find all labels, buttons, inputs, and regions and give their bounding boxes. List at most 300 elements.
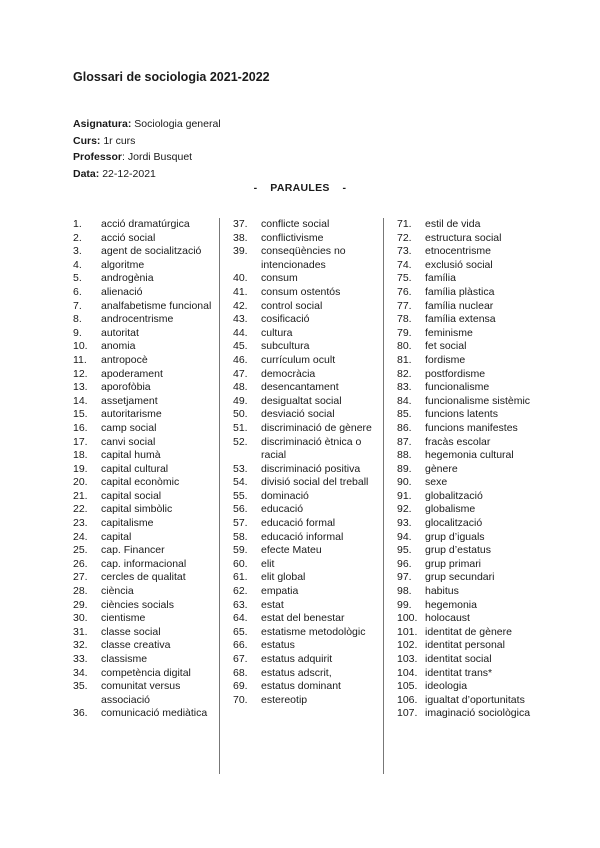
entry-term: estructura social <box>425 231 502 244</box>
glossary-entry <box>233 368 378 382</box>
entry-term: estil de vida <box>425 218 481 230</box>
glossary-entry <box>397 707 542 721</box>
glossary-entry <box>73 476 218 490</box>
entry-number: 93. <box>397 517 412 530</box>
glossary-entry <box>73 612 218 626</box>
entry-term: estatus dominant <box>261 680 341 693</box>
glossary-entry <box>233 490 378 504</box>
entry-number: 36. <box>73 707 88 720</box>
glossary-column-2 <box>233 218 378 707</box>
entry-term: família plàstica <box>425 285 495 298</box>
entry-term: estatisme metodològic <box>261 625 366 638</box>
entry-term: estat del benestar <box>261 612 345 625</box>
glossary-entry <box>397 422 542 436</box>
entry-term: funcions latents <box>425 408 498 421</box>
glossary-entry <box>233 599 378 613</box>
glossary-entry <box>73 232 218 246</box>
glossary-entry <box>233 408 378 422</box>
entry-number: 70. <box>233 693 248 706</box>
entry-term: hegemonia <box>425 598 477 611</box>
entry-number: 91. <box>397 489 412 502</box>
entry-term: cercles de qualitat <box>101 571 186 584</box>
entry-term: sexe <box>425 476 448 489</box>
entry-term: funcionalisme sistèmic <box>425 394 531 407</box>
entry-term: camp social <box>101 421 157 434</box>
entry-term: conseqüències no intencionades <box>261 245 346 271</box>
glossary-entry <box>397 327 542 341</box>
entry-number: 97. <box>397 571 412 584</box>
entry-term: cientisme <box>101 612 146 625</box>
glossary-entry <box>233 327 378 341</box>
entry-number: 39. <box>233 245 248 258</box>
entry-number: 44. <box>233 326 248 339</box>
meta-course <box>73 133 221 150</box>
entry-number: 92. <box>397 503 412 516</box>
glossary-entry <box>397 544 542 558</box>
entry-term: holocaust <box>425 612 470 625</box>
entry-term: aporofòbia <box>101 381 151 394</box>
entry-term: acció social <box>101 231 156 244</box>
entry-number: 22. <box>73 503 88 516</box>
entry-term: capitalisme <box>101 517 154 530</box>
entry-number: 98. <box>397 585 412 598</box>
entry-number: 24. <box>73 530 88 543</box>
meta-value: : Jordi Busquet <box>122 151 193 163</box>
entry-term: efecte Mateu <box>261 544 322 557</box>
entry-number: 106. <box>397 693 418 706</box>
entry-term: autoritat <box>101 326 139 339</box>
glossary-entry <box>233 653 378 667</box>
glossary-entry <box>73 531 218 545</box>
meta-date <box>73 166 221 183</box>
glossary-entry <box>73 286 218 300</box>
entry-term: conflicte social <box>261 218 330 230</box>
entry-term: conflictivisme <box>261 231 324 244</box>
meta-label: Professor <box>73 151 123 163</box>
entry-term: comunitat versus associació <box>101 680 181 706</box>
entry-term: capital social <box>101 489 162 502</box>
entry-number: 94. <box>397 530 412 543</box>
entry-number: 15. <box>73 408 88 421</box>
glossary-entry <box>233 463 378 477</box>
glossary-entry <box>233 626 378 640</box>
glossary-entry <box>73 707 218 721</box>
glossary-entry <box>397 531 542 545</box>
entry-term: educació informal <box>261 530 344 543</box>
glossary-entry <box>397 503 542 517</box>
entry-term: androcentrisme <box>101 313 174 326</box>
meta-label: Asignatura: <box>73 118 132 130</box>
entry-number: 32. <box>73 639 88 652</box>
entry-number: 55. <box>233 489 248 502</box>
entry-number: 40. <box>233 272 248 285</box>
glossary-entry <box>73 544 218 558</box>
glossary-entry <box>397 490 542 504</box>
entry-term: capital econòmic <box>101 476 180 489</box>
entry-term: comunicació mediàtica <box>101 707 208 720</box>
entry-term: ciències socials <box>101 598 174 611</box>
entry-number: 8. <box>73 313 82 326</box>
entry-number: 48. <box>233 381 248 394</box>
glossary-entry <box>397 218 542 232</box>
entry-number: 89. <box>397 462 412 475</box>
entry-number: 57. <box>233 517 248 530</box>
entry-number: 82. <box>397 367 412 380</box>
glossary-entry <box>397 599 542 613</box>
glossary-entry <box>73 626 218 640</box>
glossary-entry <box>73 449 218 463</box>
glossary-entry <box>73 503 218 517</box>
entry-number: 42. <box>233 299 248 312</box>
entry-term: estatus adquirit <box>261 653 333 665</box>
entry-number: 4. <box>73 258 82 271</box>
glossary-entry <box>73 436 218 450</box>
entry-term: educació formal <box>261 517 336 530</box>
entry-term: fordisme <box>425 353 466 366</box>
entry-number: 84. <box>397 394 412 407</box>
glossary-entry <box>397 354 542 368</box>
entry-number: 65. <box>233 625 248 638</box>
entry-term: cap. informacional <box>101 557 187 570</box>
entry-number: 50. <box>233 408 248 421</box>
entry-term: competència digital <box>101 666 191 679</box>
glossary-entry <box>233 245 378 272</box>
entry-term: analfabetisme funcional <box>101 299 212 312</box>
entry-term: cosificació <box>261 313 310 326</box>
entry-number: 95. <box>397 544 412 557</box>
entry-term: cap. Financer <box>101 544 165 557</box>
glossary-entry <box>73 368 218 382</box>
glossary-entry <box>397 639 542 653</box>
entry-term: identitat de gènere <box>425 625 512 638</box>
meta-label: Data: <box>73 167 100 180</box>
entry-number: 19. <box>73 462 88 475</box>
entry-term: agent de socialització <box>101 245 202 258</box>
entry-number: 102. <box>397 639 418 652</box>
entry-number: 99. <box>397 598 412 611</box>
glossary-entry <box>233 381 378 395</box>
entry-term: dominació <box>261 489 309 502</box>
entry-number: 103. <box>397 653 418 665</box>
entry-term: grup primari <box>425 557 482 570</box>
glossary-entry <box>397 300 542 314</box>
glossary-entry <box>397 395 542 409</box>
entry-term: globalització <box>425 489 483 502</box>
entry-number: 73. <box>397 245 412 258</box>
entry-number: 41. <box>233 285 248 298</box>
entry-term: desencantament <box>261 381 339 394</box>
entry-term: globalisme <box>425 503 476 516</box>
entry-term: capital simbòlic <box>101 503 173 516</box>
entry-term: cultura <box>261 326 293 339</box>
entry-term: fet social <box>425 340 467 353</box>
glossary-entry <box>73 517 218 531</box>
entry-number: 3. <box>73 245 82 258</box>
entry-term: grup d’estatus <box>425 544 491 557</box>
glossary-entry <box>397 571 542 585</box>
entry-number: 2. <box>73 231 82 244</box>
glossary-entry <box>397 653 542 667</box>
entry-term: capital humà <box>101 449 161 462</box>
glossary-entry <box>397 259 542 273</box>
document-metadata <box>73 116 221 182</box>
entry-number: 38. <box>233 231 248 244</box>
entry-term: postfordisme <box>425 367 486 380</box>
entry-number: 104. <box>397 666 418 679</box>
entry-number: 71. <box>397 218 412 230</box>
entry-number: 1. <box>73 218 82 230</box>
glossary-entry <box>73 340 218 354</box>
entry-number: 47. <box>233 367 248 380</box>
entry-number: 35. <box>73 680 88 693</box>
entry-number: 25. <box>73 544 88 557</box>
entry-number: 6. <box>73 285 82 298</box>
entry-number: 23. <box>73 517 88 530</box>
entry-term: ideologia <box>425 680 468 693</box>
entry-term: acció dramatúrgica <box>101 218 190 230</box>
entry-term: algoritme <box>101 258 145 271</box>
entry-term: desviació social <box>261 408 335 421</box>
entry-term: fracàs escolar <box>425 435 491 448</box>
glossary-entry <box>397 449 542 463</box>
entry-term: hegemonia cultural <box>425 449 514 462</box>
entry-number: 21. <box>73 489 88 502</box>
glossary-entry <box>73 639 218 653</box>
entry-number: 85. <box>397 408 412 421</box>
entry-number: 74. <box>397 258 412 271</box>
entry-term: funcionalisme <box>425 381 490 394</box>
glossary-entry <box>397 667 542 681</box>
entry-number: 79. <box>397 326 412 339</box>
entry-number: 18. <box>73 449 88 462</box>
glossary-entry <box>233 571 378 585</box>
glossary-entry <box>73 490 218 504</box>
entry-number: 9. <box>73 326 82 339</box>
glossary-entry <box>73 463 218 477</box>
entry-number: 68. <box>233 666 248 679</box>
entry-number: 107. <box>397 707 418 720</box>
entry-term: elit <box>261 557 275 570</box>
glossary-entry <box>233 531 378 545</box>
glossary-entry <box>73 300 218 314</box>
entry-number: 62. <box>233 585 248 598</box>
entry-term: antropocè <box>101 353 148 366</box>
entry-number: 66. <box>233 639 248 652</box>
glossary-entry <box>397 340 542 354</box>
entry-number: 37. <box>233 218 248 230</box>
entry-term: desigualtat social <box>261 394 342 407</box>
meta-value: Sociologia general <box>134 118 221 130</box>
entry-term: canvi social <box>101 435 156 448</box>
glossary-entry <box>233 612 378 626</box>
entry-term: funcions manifestes <box>425 421 518 434</box>
glossary-entry <box>233 436 378 463</box>
glossary-entry <box>233 517 378 531</box>
entry-term: apoderament <box>101 367 163 380</box>
section-heading: - PARAULES - <box>253 182 347 194</box>
glossary-entry <box>233 680 378 694</box>
entry-term: feminisme <box>425 326 473 339</box>
glossary-entry <box>233 476 378 490</box>
glossary-entry <box>397 476 542 490</box>
glossary-entry <box>397 612 542 626</box>
glossary-entry <box>73 381 218 395</box>
glossary-entry <box>233 232 378 246</box>
entry-number: 31. <box>73 625 88 638</box>
glossary-entry <box>397 517 542 531</box>
meta-professor <box>73 149 221 166</box>
entry-number: 54. <box>233 476 248 489</box>
meta-value: 22-12-2021 <box>102 167 156 180</box>
entry-term: currículum ocult <box>261 353 336 366</box>
glossary-entry <box>73 558 218 572</box>
glossary-entry <box>233 313 378 327</box>
glossary-entry <box>233 354 378 368</box>
entry-number: 33. <box>73 653 88 665</box>
entry-number: 29. <box>73 598 88 611</box>
glossary-entry <box>73 259 218 273</box>
glossary-entry <box>73 395 218 409</box>
entry-term: democràcia <box>261 367 316 380</box>
glossary-entry <box>73 272 218 286</box>
entry-number: 5. <box>73 272 82 285</box>
entry-term: alienació <box>101 285 143 298</box>
glossary-entry <box>233 272 378 286</box>
entry-term: identitat trans* <box>425 666 493 679</box>
entry-number: 58. <box>233 530 248 543</box>
entry-term: discriminació ètnica o racial <box>261 435 362 462</box>
glossary-entry <box>397 680 542 694</box>
entry-number: 96. <box>397 557 412 570</box>
entry-number: 87. <box>397 435 412 448</box>
entry-number: 81. <box>397 353 412 366</box>
entry-term: grup d’iguals <box>425 530 485 543</box>
entry-term: estat <box>261 598 284 611</box>
glossary-entry <box>233 639 378 653</box>
entry-number: 69. <box>233 680 248 693</box>
glossary-entry <box>73 422 218 436</box>
entry-number: 45. <box>233 340 248 353</box>
entry-term: subcultura <box>261 340 310 353</box>
entry-number: 13. <box>73 381 88 394</box>
entry-number: 59. <box>233 544 248 557</box>
entry-number: 64. <box>233 612 248 625</box>
entry-number: 34. <box>73 666 88 679</box>
column-divider <box>219 218 220 774</box>
entry-term: estatus <box>261 639 295 652</box>
entry-number: 105. <box>397 680 418 693</box>
column-divider <box>383 218 384 774</box>
glossary-entry <box>73 408 218 422</box>
glossary-entry <box>233 286 378 300</box>
entry-number: 28. <box>73 585 88 598</box>
meta-value: 1r curs <box>103 134 136 147</box>
glossary-entry <box>73 354 218 368</box>
glossary-entry <box>233 503 378 517</box>
glossary-entry <box>397 381 542 395</box>
entry-number: 27. <box>73 571 88 584</box>
entry-term: capital <box>101 530 132 543</box>
glossary-entry <box>233 218 378 232</box>
glossary-entry <box>397 313 542 327</box>
glossary-column-1 <box>73 218 218 721</box>
entry-number: 11. <box>73 353 87 366</box>
entry-number: 56. <box>233 503 248 516</box>
glossary-entry <box>233 667 378 681</box>
entry-number: 46. <box>233 353 248 366</box>
entry-number: 26. <box>73 557 88 570</box>
entry-number: 7. <box>73 299 82 312</box>
entry-term: consum <box>261 272 298 285</box>
entry-number: 14. <box>73 394 88 407</box>
entry-number: 86. <box>397 421 412 434</box>
glossary-entry <box>397 558 542 572</box>
glossary-entry <box>397 272 542 286</box>
page-title: Glossari de sociologia 2021-2022 <box>73 70 270 84</box>
entry-term: identitat personal <box>425 639 505 652</box>
glossary-entry <box>73 585 218 599</box>
glossary-entry <box>73 667 218 681</box>
entry-number: 72. <box>397 231 412 244</box>
glossary-entry <box>233 694 378 708</box>
entry-number: 43. <box>233 313 248 326</box>
entry-term: educació <box>261 503 304 516</box>
glossary-entry <box>73 245 218 259</box>
entry-term: discriminació de gènere <box>261 421 372 434</box>
entry-term: classe social <box>101 625 161 638</box>
entry-term: família <box>425 272 456 285</box>
entry-term: empatia <box>261 585 299 598</box>
entry-number: 90. <box>397 476 412 489</box>
entry-number: 63. <box>233 598 248 611</box>
entry-term: elit global <box>261 571 306 584</box>
glossary-column-3 <box>397 218 542 721</box>
glossary-entry <box>233 300 378 314</box>
entry-term: família extensa <box>425 313 496 326</box>
meta-label: Curs: <box>73 134 101 147</box>
entry-term: control social <box>261 299 323 312</box>
entry-term: glocalització <box>425 517 483 530</box>
glossary-entry <box>233 585 378 599</box>
glossary-entry <box>73 327 218 341</box>
entry-term: classe creativa <box>101 639 171 652</box>
entry-term: imaginació sociològica <box>425 707 531 720</box>
glossary-entry <box>397 436 542 450</box>
meta-subject <box>73 116 221 133</box>
glossary-entry <box>397 694 542 708</box>
entry-number: 30. <box>73 612 88 625</box>
entry-term: gènere <box>425 462 458 475</box>
glossary-entry <box>397 245 542 259</box>
entry-term: grup secundari <box>425 571 495 584</box>
entry-term: igualtat d’oportunitats <box>425 693 525 706</box>
glossary-entry <box>73 313 218 327</box>
entry-number: 16. <box>73 421 88 434</box>
glossary-entry <box>73 653 218 667</box>
entry-term: autoritarisme <box>101 408 162 421</box>
entry-term: estatus adscrit, <box>261 666 332 679</box>
entry-number: 100. <box>397 612 418 625</box>
glossary-entry <box>73 599 218 613</box>
entry-number: 12. <box>73 367 88 380</box>
entry-number: 52. <box>233 435 248 448</box>
entry-number: 10. <box>73 340 88 353</box>
entry-number: 78. <box>397 313 412 326</box>
entry-term: divisió social del treball <box>261 476 369 489</box>
glossary-entry <box>397 626 542 640</box>
glossary-entry <box>73 571 218 585</box>
entry-term: ciència <box>101 585 134 598</box>
